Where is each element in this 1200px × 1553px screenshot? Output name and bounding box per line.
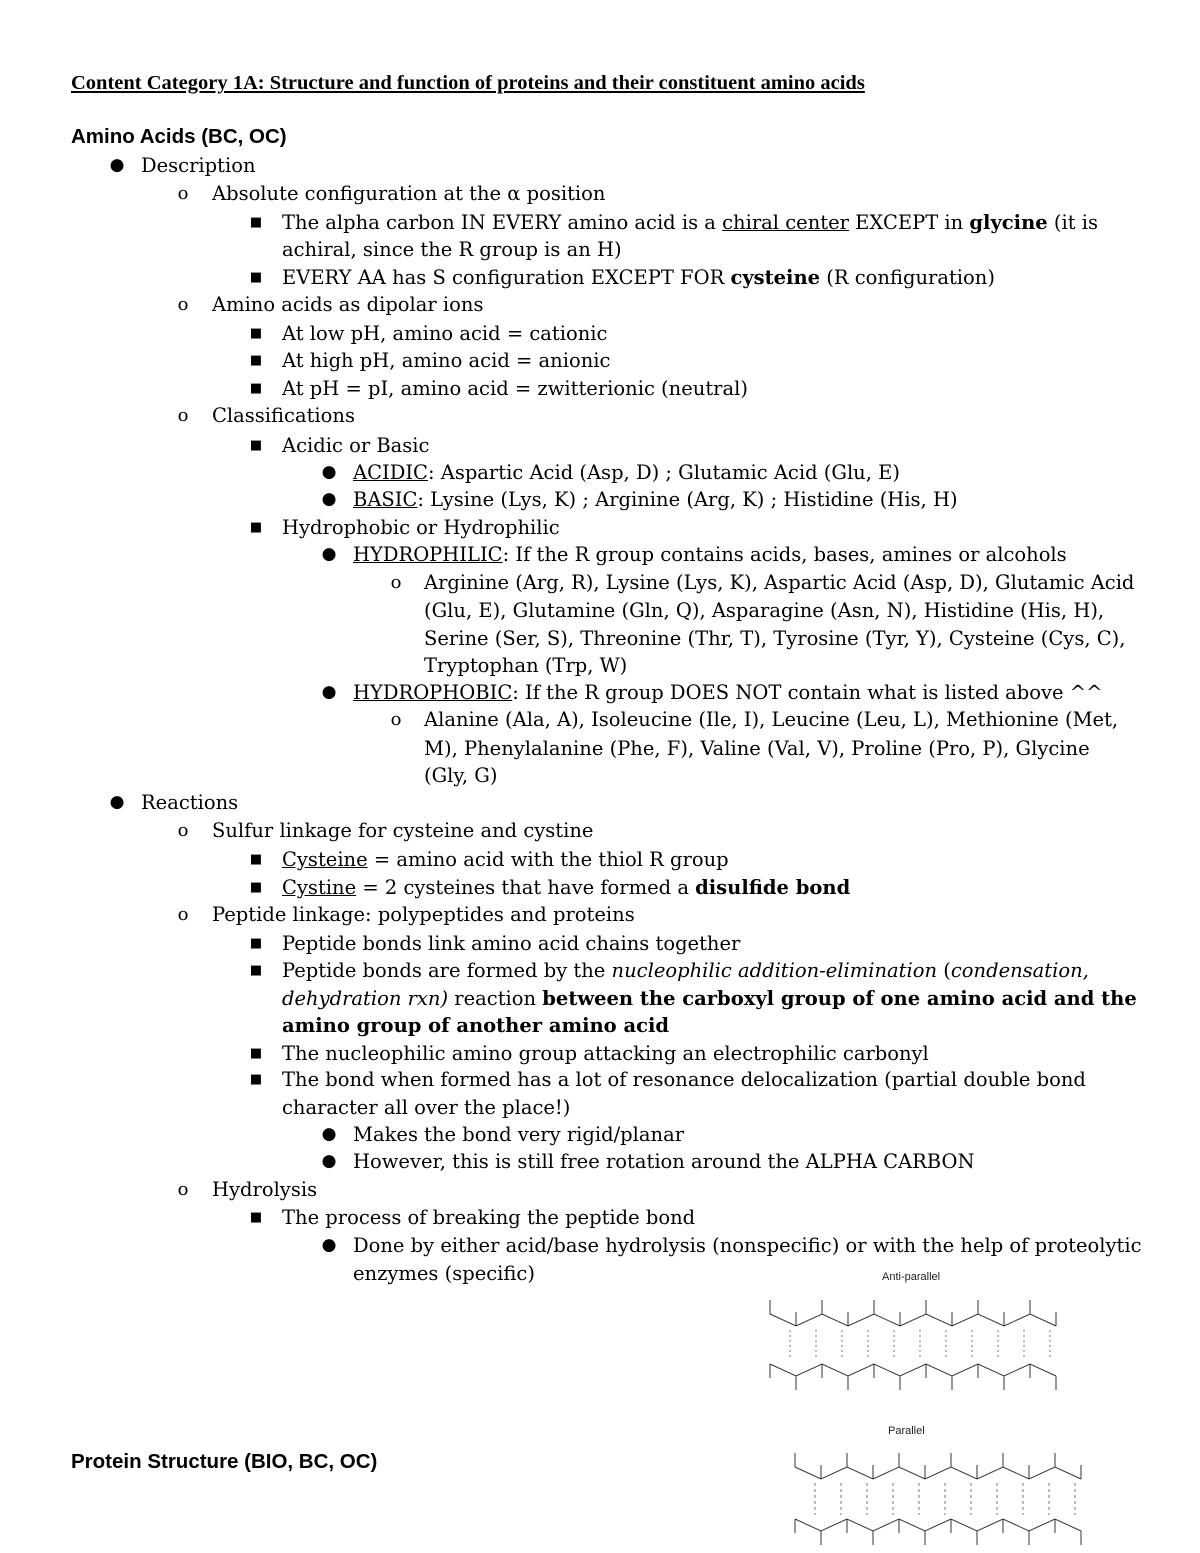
bullet-square-icon: ■ (249, 438, 263, 453)
bullet-square-icon: ■ (249, 880, 263, 895)
bullet-square-icon: ■ (249, 1046, 263, 1061)
bullet-circle-icon: o (177, 405, 189, 426)
antiparallel-beta-sheet-diagram (760, 1290, 1100, 1400)
bullet-square-icon: ■ (249, 353, 263, 368)
bullet-dot-icon: ● (321, 1151, 337, 1171)
bullet-dot-icon: ● (321, 544, 337, 564)
bullet-dot-icon: ● (109, 792, 125, 812)
bullet-dot-icon: ● (321, 462, 337, 482)
bullet-dot-icon: ● (321, 1235, 337, 1255)
bullet-circle-icon: o (177, 294, 189, 315)
bullet-square-icon: ■ (249, 1072, 263, 1087)
parallel-beta-sheet-diagram (785, 1445, 1120, 1553)
bullet-square-icon: ■ (249, 326, 263, 341)
bullet-dot-icon: ● (321, 682, 337, 702)
bullet-circle-icon: o (177, 820, 189, 841)
bullet-circle-icon: o (177, 904, 189, 925)
bullet-dot-icon: ● (109, 155, 125, 175)
bullet-square-icon: ■ (249, 381, 263, 396)
bullet-circle-icon: o (177, 1179, 189, 1200)
bullet-circle-icon: o (177, 183, 189, 204)
document-page: Content Category 1A: Structure and function of proteins and their constituent amino acids Amino Acids (BC, OC) ● Description o Absolute configuration at the α position ■ The alpha carbon IN EVERY amino acid is a chiral center EXCEPT in glycine (it is achiral, since the R group is an H) ■ EVERY AA has S configuration EXCEPT FOR cysteine (R configuration) o Amino acids as dipolar ions ■ At low pH, amino acid = cationic ■ At high pH, amino acid = anionic ■ At pH = pI, amino acid = zwitterionic (neutral) o Classifications ■ Acidic or Basic ● ACIDIC: Aspartic Acid (Asp, D) ; Glutamic Acid (Glu, E) ● BASIC: Lysine (Lys, K) ; Arginine (Arg, K) ; Histidine (His, H) ■ Hydrophobic or Hydrophilic ● HYDROPHILIC: If the R group contains acids, bases, amines or alcohols o Arginine (Arg, R), Lysine (Lys, K), Aspartic Acid (Asp, D), Glutamic Acid (Glu, E), Glutamine (Gln, Q), Asparagine (Asn, N), Histidine (His, H), Serine (Ser, S), Threonine (Thr, T), Tyrosine (Tyr, Y), Cysteine (Cys, C), Tryptophan (Trp, W) ● HYDROPHOBIC: If the R group DOES NOT contain what is listed above ^^ o Alanine (Ala, A), Isoleucine (Ile, I), Leucine (Leu, L), Methionine (Met, M), Phenylalanine (Phe, F), Valine (Val, V), Proline (Pro, P), Glycine (Gly, G) ● Reactions o Sulfur linkage for cysteine and cystine ■ Cysteine = amino acid with the thiol R group ■ Cystine = 2 cysteines that have formed a disulfide bond o Peptide linkage: polypeptides and proteins ■ Peptide bonds link amino acid chains together ■ Peptide bonds are formed by the nucleophilic addition-elimination (condensation, dehydration rxn) reaction between the carboxyl group of one amino acid and the amino group of another amino acid ■ The nucleophilic amino group attacking an electrophilic carbonyl ■ The bond when formed has a lot of resonance delocalization (partial double bond character all over the place!) ● Makes the bond very rigid/planar ● However, this is still free rotation around the ALPHA CARBON o Hydrolysis ■ The process of breaking the peptide bond ● Done by either acid/base hydrolysis (nonspecific) or with the help of proteolytic enzymes (specific) Anti-parallel Parallel Protein Structure (BIO, BC, OC) (0, 0, 1200, 1553)
bullet-square-icon: ■ (249, 520, 263, 535)
bullet-circle-icon: o (390, 709, 402, 730)
bullet-dot-icon: ● (321, 1124, 337, 1144)
bullet-square-icon: ■ (249, 1210, 263, 1225)
bullet-circle-icon: o (390, 572, 402, 593)
section-heading-protein-structure: Protein Structure (BIO, BC, OC) (71, 1450, 378, 1473)
bullet-square-icon: ■ (249, 936, 263, 951)
antiparallel-caption: Anti-parallel (882, 1271, 941, 1283)
parallel-caption: Parallel (888, 1425, 925, 1437)
bullet-square-icon: ■ (249, 270, 263, 285)
section-heading-amino-acids: Amino Acids (BC, OC) (71, 125, 287, 148)
bullet-square-icon: ■ (249, 963, 263, 978)
document-title: Content Category 1A: Structure and function of proteins and their constituent amino acids (71, 72, 865, 94)
bullet-square-icon: ■ (249, 215, 263, 230)
bullet-square-icon: ■ (249, 852, 263, 867)
bullet-dot-icon: ● (321, 489, 337, 509)
